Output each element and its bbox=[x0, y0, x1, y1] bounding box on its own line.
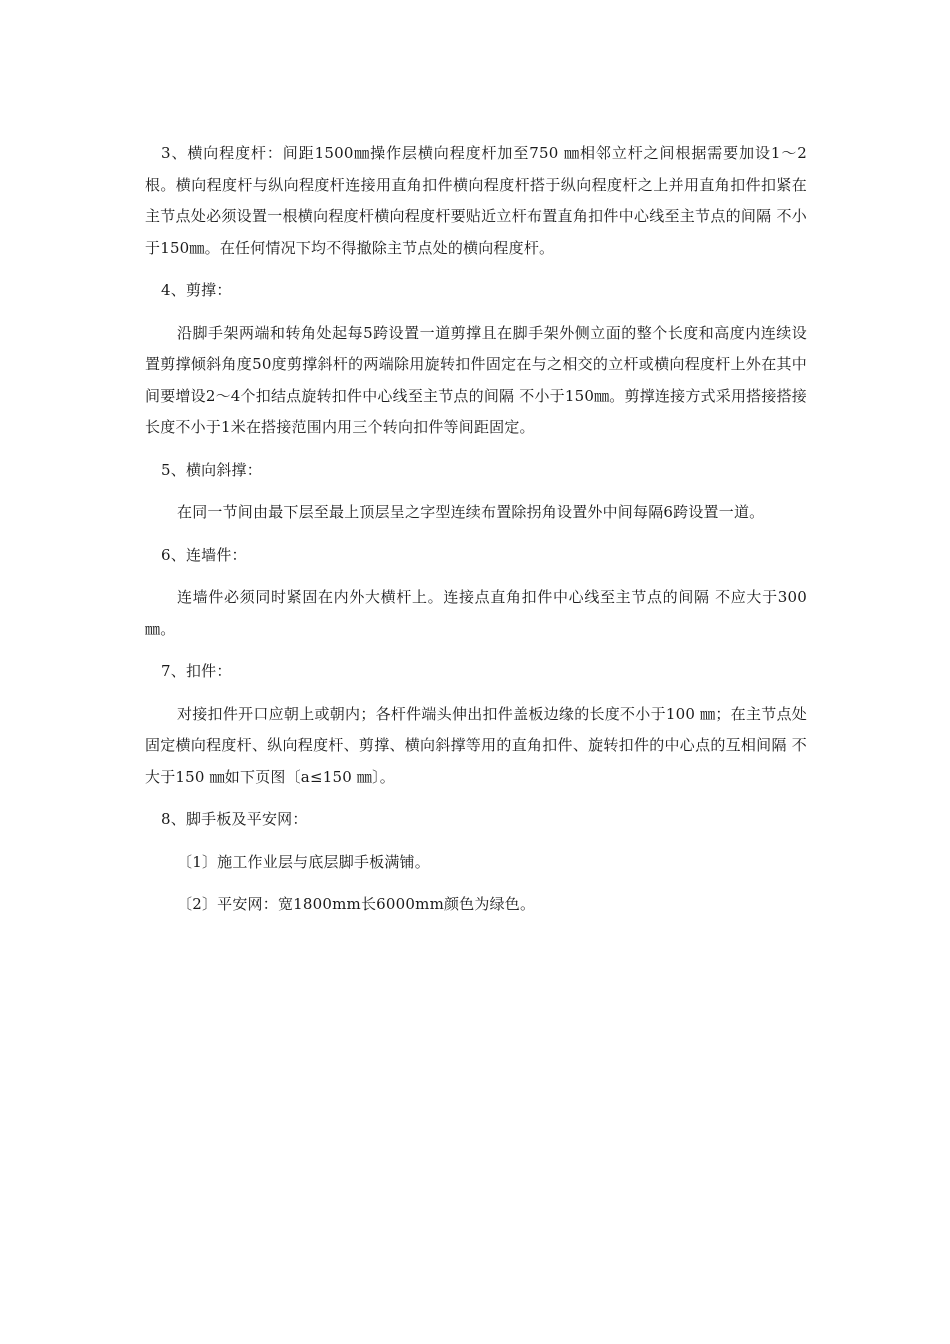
section-8-heading: 8、脚手板及平安网： bbox=[161, 810, 308, 828]
section-8-item-1: 〔1〕施工作业层与底层脚手板满铺。 bbox=[177, 852, 430, 871]
section-7-heading: 7、扣件： bbox=[161, 662, 232, 680]
section-4-body: 沿脚手架两端和转角处起每5跨设置一道剪撑且在脚手架外侧立面的整个长度和高度内连续设置剪撑倾斜角度50度剪撑斜杆的两端除用旋转扣件固定在与之相交的立杆或横向程度杆上外在其中间要增设2～4个扣结点旋转扣件中心线至主节点的间隔 不小于150㎜。剪撑连接方式采用搭接搭接长度不小于1米在搭接范围内用三个转向扣件等间距固定。 bbox=[145, 323, 807, 436]
section-6-heading: 6、连墙件： bbox=[161, 545, 247, 564]
section-3-horizontal-bar: 3、横向程度杆：间距1500㎜操作层横向程度杆加至750 ㎜相邻立杆之间根据需要加设1～2根。横向程度杆与纵向程度杆连接用直角扣件横向程度杆搭于纵向程度杆之上并用直角扣件扣紧在主节点处必须设置一根横向程度杆横向程度杆要贴近立杆布置直角扣件中心线至主节点的间隔 不小于150㎜。在任何情况下均不得撤除主节点处的横向程度杆。 bbox=[145, 144, 807, 257]
section-5-body: 在同一节间由最下层至最上顶层呈之字型连续布置除拐角设置外中间每隔6跨设置一道。 bbox=[177, 503, 765, 521]
section-6-body: 连墙件必须同时紧固在内外大横杆上。连接点直角扣件中心线至主节点的间隔 不应大于300㎜。 bbox=[145, 588, 807, 638]
section-4-heading: 4、剪撑： bbox=[161, 281, 232, 299]
section-7-body: 对接扣件开口应朝上或朝内；各杆件端头伸出扣件盖板边缘的长度不小于100 ㎜；在主节点处固定横向程度杆、纵向程度杆、剪撑、横向斜撑等用的直角扣件、旋转扣件的中心点的互相间隔 不大于150 ㎜如下页图〔a≤150 ㎜〕。 bbox=[145, 704, 807, 786]
section-5-heading: 5、横向斜撑： bbox=[161, 460, 262, 479]
document-body bbox=[145, 138, 807, 932]
section-8-item-2: 〔2〕平安网：宽1800mm长6000mm颜色为绿色。 bbox=[177, 895, 536, 913]
